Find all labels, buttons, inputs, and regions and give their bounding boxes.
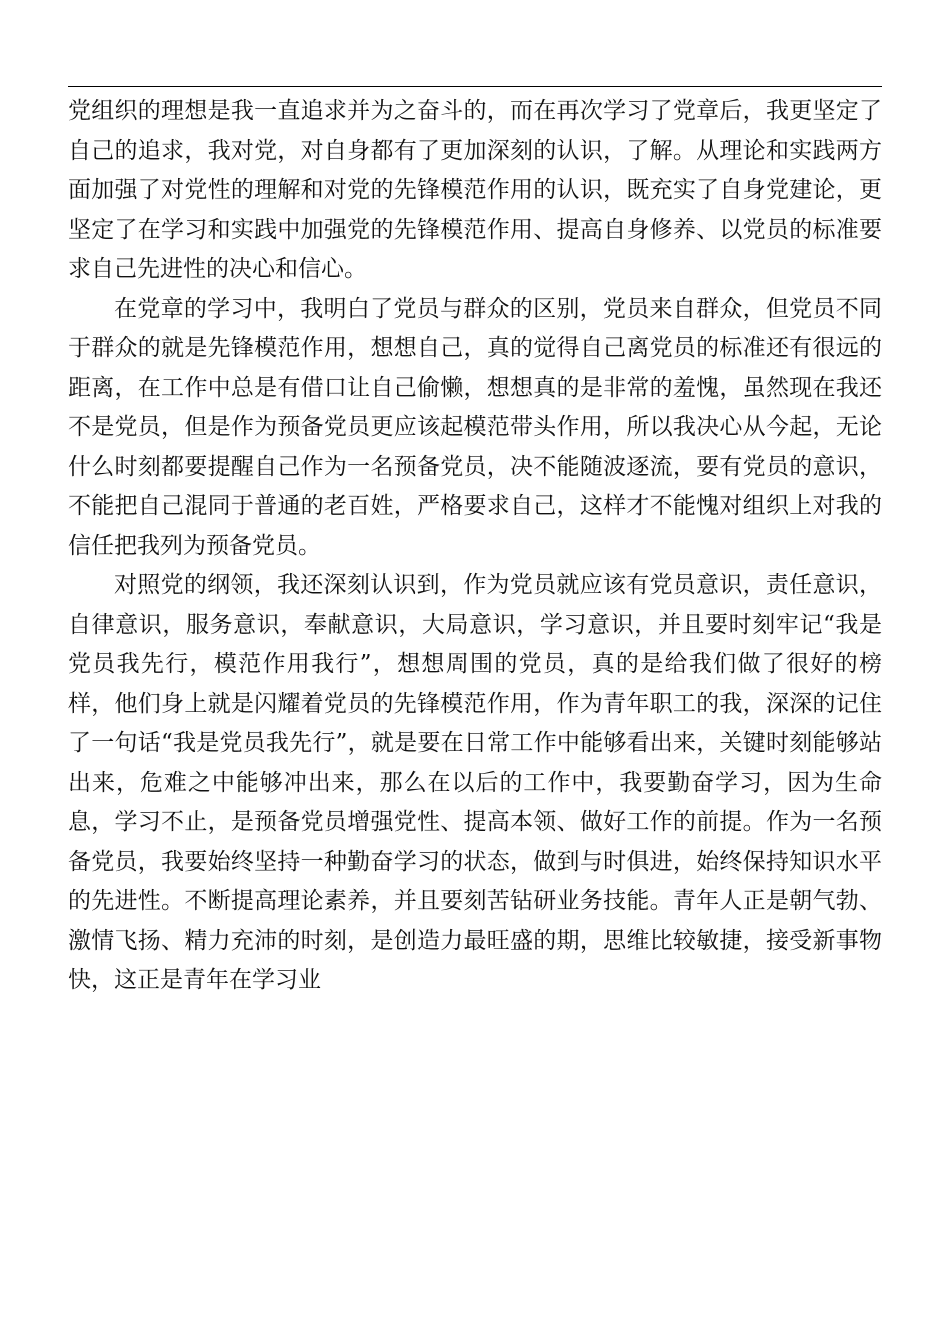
paragraph-continued: 党组织的理想是我一直追求并为之奋斗的，而在再次学习了党章后，我更坚定了自己的追求，我对党，对自身都有了更加深刻的认识，了解。从理论和实践两方面加强了对党性的理解和对党的先锋模范作用的认识，既充实了自身党建论，更坚定了在学习和实践中加强党的先锋模范作用、提高自身修养、以党员的标准要求自己先进性的决心和信心。 [68, 98, 882, 282]
paragraph: 对照党的纲领，我还深刻认识到，作为党员就应该有党员意识，责任意识，自律意识，服务意识，奉献意识，大局意识，学习意识，并且要时刻牢记“我是党员我先行，模范作用我行”，想想周围的党员，真的是给我们做了很好的榜样，他们身上就是闪耀着党员的先锋模范作用，作为青年职工的我，深深的记住了一句话“我是党员我先行”，就是要在日常工作中能够看出来，关键时刻能够站出来，危难之中能够冲出来，那么在以后的工作中，我要勤奋学习，因为生命息，学习不止，是预备党员增强党性、提高本领、做好工作的前提。作为一名预备党员，我要始终坚持一种勤奋学习的状态，做到与时俱进，始终保持知识水平的先进性。不断提高理论素养，并且要刻苦钻研业务技能。青年人正是朝气勃、激情飞扬、精力充沛的时刻，是创造力最旺盛的期，思维比较敏捷，接受新事物快，这正是青年在学习业 [68, 572, 882, 993]
header-rule [68, 86, 882, 87]
document-body [68, 92, 882, 1001]
paragraph: 在党章的学习中，我明白了党员与群众的区别，党员来自群众，但党员不同于群众的就是先锋模范作用，想想自己，真的觉得自己离党员的标准还有很远的距离，在工作中总是有借口让自己偷懒，想想真的是非常的羞愧，虽然现在我还不是党员，但是作为预备党员更应该起模范带头作用，所以我决心从今起，无论什么时刻都要提醒自己作为一名预备党员，决不能随波逐流，要有党员的意识，不能把自己混同于普通的老百姓，严格要求自己，这样才不能愧对组织上对我的信任把我列为预备党员。 [68, 295, 882, 559]
